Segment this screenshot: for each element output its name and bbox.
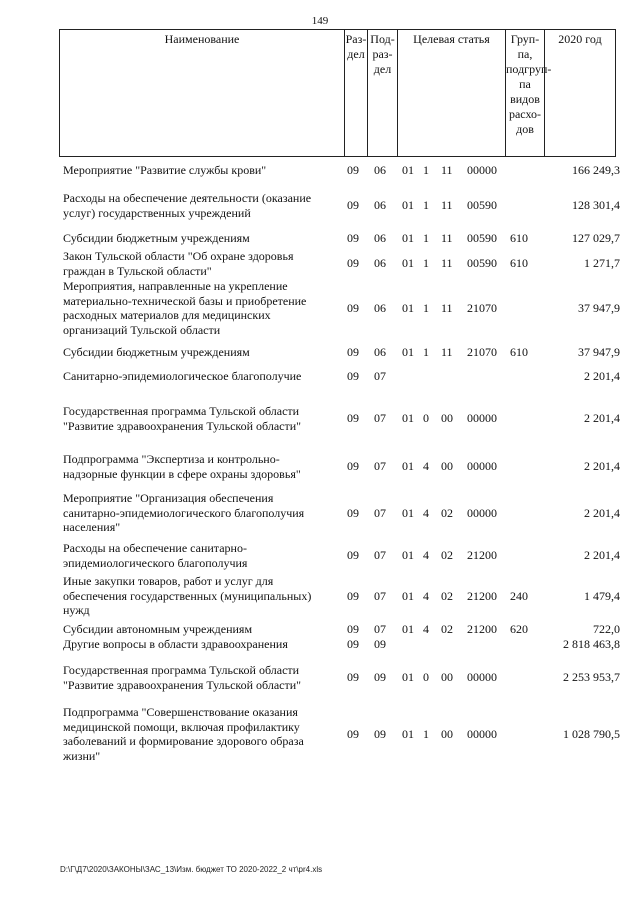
cell-direction: 00000 — [467, 726, 497, 741]
cell-podrazdel: 07 — [374, 459, 386, 474]
row-name-line: организаций Тульской области — [63, 322, 221, 337]
cell-razdel: 09 — [347, 548, 359, 563]
header-group-line: подгруп- — [506, 62, 552, 76]
row-name-line: эпидемиологического благополучия — [63, 555, 248, 570]
row-name-line: санитарно-эпидемиологического благополучия — [63, 505, 305, 520]
cell-razdel: 09 — [347, 198, 359, 213]
row-name-line: надзорные функции в сфере охраны здоровья" — [63, 466, 301, 481]
cell-podrazdel: 09 — [374, 726, 386, 741]
cell-subprogram: 1 — [423, 256, 429, 271]
header-group-line: па — [519, 77, 531, 91]
cell-event: 11 — [441, 300, 453, 315]
cell-amount: 2 253 953,7 — [563, 670, 620, 685]
cell-podrazdel: 06 — [374, 256, 386, 271]
cell-subprogram: 0 — [423, 670, 429, 685]
row-name-line: граждан в Тульской области" — [63, 263, 212, 278]
cell-podrazdel: 06 — [374, 198, 386, 213]
header-razdel-line: Раз- — [345, 32, 367, 46]
cell-direction: 00000 — [467, 670, 497, 685]
row-name-line: Государственная программа Тульской области — [63, 404, 300, 418]
cell-amount: 127 029,7 — [572, 231, 620, 245]
header-name: Наименование — [60, 30, 345, 156]
header-podrazdel-line: раз- — [372, 47, 393, 61]
row-name-line: услуг) государственных учреждений — [63, 205, 251, 220]
cell-razdel: 09 — [347, 588, 359, 603]
cell-podrazdel: 06 — [374, 300, 386, 315]
file-path-footer: D:\Г\Д7\2020\ЗАКОНЫ\ЗАС_13\Изм. бюджет ТО 2020-2022_2 чт\pr4.xls — [60, 865, 323, 874]
cell-razdel: 09 — [347, 300, 359, 315]
row-name-line: Государственная программа Тульской области — [63, 663, 300, 677]
cell-program: 01 — [402, 411, 414, 426]
header-podrazdel-line: Под- — [370, 32, 395, 46]
cell-razdel: 09 — [347, 411, 359, 426]
row-name-line: расходных материалов для медицинских — [63, 308, 271, 322]
cell-direction: 00000 — [467, 163, 497, 177]
cell-event: 02 — [441, 588, 453, 603]
row-name — [63, 345, 341, 360]
cell-podrazdel: 06 — [374, 163, 386, 177]
cell-amount: 2 201,4 — [584, 369, 620, 383]
cell-event: 02 — [441, 622, 453, 636]
row-name-line: Субсидии бюджетным учреждениям — [63, 345, 250, 359]
cell-amount: 722,0 — [593, 622, 620, 636]
header-razdel-line: дел — [347, 47, 365, 61]
cell-program: 01 — [402, 231, 414, 245]
cell-direction: 21200 — [467, 548, 497, 563]
cell-razdel: 09 — [347, 231, 359, 245]
row-name — [63, 231, 341, 246]
cell-direction: 00590 — [467, 256, 497, 271]
row-name-line: Мероприятия, направленные на укрепление — [63, 279, 288, 293]
row-name-line: населения" — [63, 520, 121, 534]
cell-program: 01 — [402, 459, 414, 474]
cell-event: 02 — [441, 548, 453, 563]
row-name — [63, 637, 341, 652]
cell-event: 11 — [441, 345, 453, 359]
cell-razdel: 09 — [347, 256, 359, 271]
row-name — [63, 622, 341, 637]
cell-subprogram: 1 — [423, 345, 429, 359]
cell-podrazdel: 09 — [374, 637, 386, 651]
cell-program: 01 — [402, 198, 414, 213]
cell-podrazdel: 06 — [374, 345, 386, 359]
cell-program: 01 — [402, 505, 414, 520]
cell-podrazdel: 07 — [374, 622, 386, 636]
cell-direction: 21070 — [467, 345, 497, 359]
row-name — [63, 249, 341, 278]
cell-group: 610 — [510, 345, 528, 359]
cell-amount: 37 947,9 — [578, 345, 620, 359]
cell-program: 01 — [402, 163, 414, 177]
header-group-line: дов — [516, 122, 534, 136]
header-podrazdel-line: дел — [373, 62, 392, 76]
header-group-line: видов — [510, 92, 540, 106]
cell-subprogram: 1 — [423, 163, 429, 177]
row-name-line: Иные закупки товаров, работ и услуг для — [63, 574, 274, 588]
cell-amount: 2 201,4 — [584, 411, 620, 426]
cell-direction: 00000 — [467, 411, 497, 426]
cell-razdel: 09 — [347, 726, 359, 741]
cell-razdel: 09 — [347, 459, 359, 474]
cell-amount: 2 201,4 — [584, 459, 620, 474]
cell-direction: 00590 — [467, 231, 497, 245]
cell-subprogram: 1 — [423, 300, 429, 315]
cell-amount: 37 947,9 — [578, 300, 620, 315]
header-group-line: Груп- — [510, 32, 540, 46]
row-name-line: Мероприятие "Развитие службы крови" — [63, 163, 267, 177]
cell-amount: 166 249,3 — [572, 163, 620, 177]
cell-subprogram: 4 — [423, 622, 429, 636]
row-name-line: Санитарно-эпидемиологическое благополучие — [63, 369, 302, 383]
cell-program: 01 — [402, 256, 414, 271]
cell-program: 01 — [402, 726, 414, 741]
row-name-line: Расходы на обеспечение деятельности (оказание — [63, 191, 312, 205]
cell-program: 01 — [402, 622, 414, 636]
cell-subprogram: 4 — [423, 548, 429, 563]
row-name-line: Подпрограмма "Экспертиза и контрольно- — [63, 452, 280, 466]
row-name-line: Мероприятие "Организация обеспечения — [63, 491, 274, 505]
cell-group: 620 — [510, 622, 528, 636]
row-name-line: Закон Тульской области "Об охране здоровья — [63, 249, 294, 263]
cell-podrazdel: 07 — [374, 369, 386, 383]
row-name — [63, 574, 341, 618]
cell-podrazdel: 09 — [374, 670, 386, 685]
row-name-line: обеспечения государственных (муниципальных) — [63, 588, 312, 603]
header-target-article: Целевая статья — [398, 30, 506, 156]
cell-razdel: 09 — [347, 505, 359, 520]
cell-program: 01 — [402, 548, 414, 563]
row-name — [63, 163, 341, 178]
cell-group: 610 — [510, 256, 528, 271]
row-name-line: Подпрограмма "Совершенствование оказания — [63, 705, 298, 719]
cell-direction: 00590 — [467, 198, 497, 213]
cell-razdel: 09 — [347, 622, 359, 636]
cell-group: 240 — [510, 588, 528, 603]
cell-subprogram: 1 — [423, 726, 429, 741]
cell-subprogram: 1 — [423, 231, 429, 245]
cell-event: 00 — [441, 459, 453, 474]
header-group-line: па, — [517, 47, 533, 61]
cell-program: 01 — [402, 345, 414, 359]
cell-amount: 1 271,7 — [584, 256, 620, 271]
row-name — [63, 663, 341, 692]
table-header — [59, 29, 616, 157]
row-name — [63, 452, 341, 481]
row-name-line: Другие вопросы в области здравоохранения — [63, 637, 288, 651]
row-name-line: Расходы на обеспечение санитарно- — [63, 541, 247, 555]
cell-event: 11 — [441, 256, 453, 271]
row-name — [63, 491, 341, 535]
cell-amount: 2 201,4 — [584, 505, 620, 520]
cell-razdel: 09 — [347, 369, 359, 383]
cell-podrazdel: 06 — [374, 231, 386, 245]
row-name — [63, 369, 341, 384]
row-name — [63, 705, 341, 763]
cell-event: 00 — [441, 670, 453, 685]
cell-amount: 1 479,4 — [584, 588, 620, 603]
cell-amount: 2 201,4 — [584, 548, 620, 563]
cell-razdel: 09 — [347, 345, 359, 359]
row-name-line: "Развитие здравоохранения Тульской области" — [63, 418, 302, 433]
cell-razdel: 09 — [347, 163, 359, 177]
cell-podrazdel: 07 — [374, 411, 386, 426]
header-group-line: расхо- — [508, 107, 542, 121]
row-name-line: материально-технической базы и приобретение — [63, 293, 307, 308]
cell-subprogram: 4 — [423, 505, 429, 520]
cell-subprogram: 1 — [423, 198, 429, 213]
cell-amount: 1 028 790,5 — [563, 726, 620, 741]
header-podrazdel — [368, 30, 398, 156]
cell-event: 02 — [441, 505, 453, 520]
cell-event: 11 — [441, 198, 453, 213]
header-razdel — [345, 30, 368, 156]
page-number: 149 — [311, 15, 329, 27]
cell-event: 11 — [441, 163, 453, 177]
cell-direction: 21200 — [467, 588, 497, 603]
cell-razdel: 09 — [347, 637, 359, 651]
cell-subprogram: 4 — [423, 588, 429, 603]
row-name-line: нужд — [63, 603, 90, 617]
header-group — [506, 30, 552, 156]
cell-event: 00 — [441, 411, 453, 426]
cell-razdel: 09 — [347, 670, 359, 685]
row-name-line: жизни" — [63, 748, 101, 763]
cell-direction: 21200 — [467, 622, 497, 636]
cell-amount: 2 818 463,8 — [563, 637, 620, 651]
row-name — [63, 191, 341, 220]
cell-direction: 21070 — [467, 300, 497, 315]
cell-program: 01 — [402, 670, 414, 685]
row-name-line: "Развитие здравоохранения Тульской области" — [63, 677, 302, 692]
row-name-line: Субсидии автономным учреждениям — [63, 622, 253, 636]
cell-amount: 128 301,4 — [572, 198, 620, 213]
cell-direction: 00000 — [467, 459, 497, 474]
cell-group: 610 — [510, 231, 528, 245]
cell-event: 00 — [441, 726, 453, 741]
cell-subprogram: 0 — [423, 411, 429, 426]
cell-direction: 00000 — [467, 505, 497, 520]
cell-program: 01 — [402, 300, 414, 315]
cell-subprogram: 4 — [423, 459, 429, 474]
header-year: 2020 год — [558, 32, 602, 46]
cell-program: 01 — [402, 588, 414, 603]
row-name — [63, 541, 341, 570]
cell-event: 11 — [441, 231, 453, 245]
cell-podrazdel: 07 — [374, 505, 386, 520]
cell-podrazdel: 07 — [374, 588, 386, 603]
row-name-line: заболеваний и формирование здорового образа — [63, 734, 304, 748]
row-name — [63, 279, 341, 337]
row-name-line: медицинской помощи, включая профилактику — [63, 719, 300, 734]
cell-podrazdel: 07 — [374, 548, 386, 563]
row-name-line: Субсидии бюджетным учреждениям — [63, 231, 250, 245]
row-name — [63, 404, 341, 433]
